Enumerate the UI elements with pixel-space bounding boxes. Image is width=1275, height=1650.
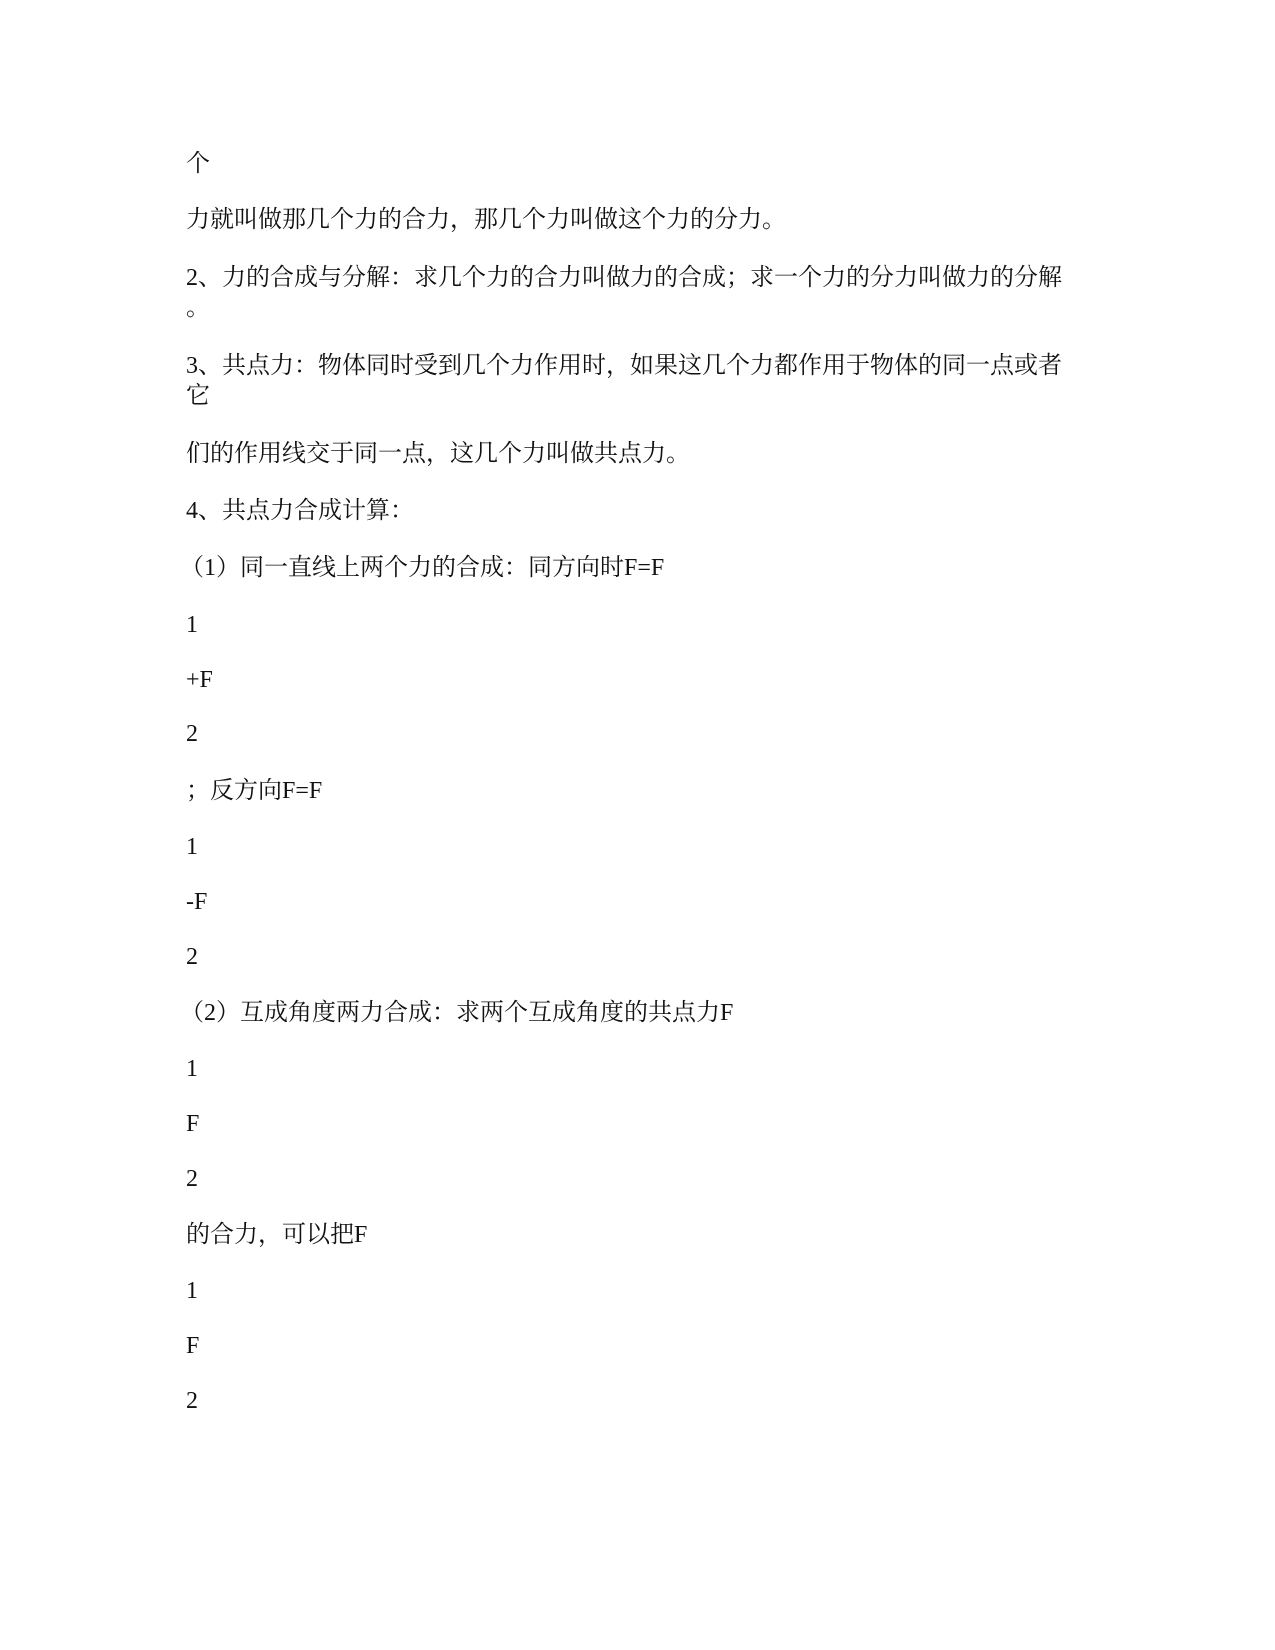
text-line-11: +F xyxy=(186,667,213,693)
text-line-1: 个 xyxy=(186,151,210,177)
text-line-16: 2 xyxy=(186,944,198,970)
text-line-24: 2 xyxy=(186,1388,198,1414)
text-line-18: 1 xyxy=(186,1056,198,1082)
text-line-8: 4、共点力合成计算： xyxy=(186,498,414,524)
text-line-5: 3、共点力：物体同时受到几个力作用时，如果这几个力都作用于物体的同一点或者 xyxy=(186,353,1062,379)
text-line-2: 力就叫做那几个力的合力，那几个力叫做这个力的分力。 xyxy=(186,207,786,233)
text-line-9: （1）同一直线上两个力的合成：同方向时F=F xyxy=(180,555,665,581)
text-line-17: （2）互成角度两力合成：求两个互成角度的共点力F xyxy=(180,1000,734,1026)
text-line-7: 们的作用线交于同一点，这几个力叫做共点力。 xyxy=(186,441,690,467)
text-line-19: F xyxy=(186,1111,200,1137)
text-line-3: 2、力的合成与分解：求几个力的合力叫做力的合成；求一个力的分力叫做力的分解 xyxy=(186,265,1062,291)
text-line-20: 2 xyxy=(186,1166,198,1192)
text-line-14: 1 xyxy=(186,834,198,860)
text-line-22: 1 xyxy=(186,1278,198,1304)
text-line-15: -F xyxy=(186,889,208,915)
text-line-4: 。 xyxy=(186,295,210,321)
text-line-12: 2 xyxy=(186,721,198,747)
text-line-23: F xyxy=(186,1333,200,1359)
text-line-6: 它 xyxy=(186,383,210,409)
text-line-10: 1 xyxy=(186,612,198,638)
text-line-21: 的合力，可以把F xyxy=(186,1222,368,1248)
text-line-13: ；反方向F=F xyxy=(186,778,323,804)
